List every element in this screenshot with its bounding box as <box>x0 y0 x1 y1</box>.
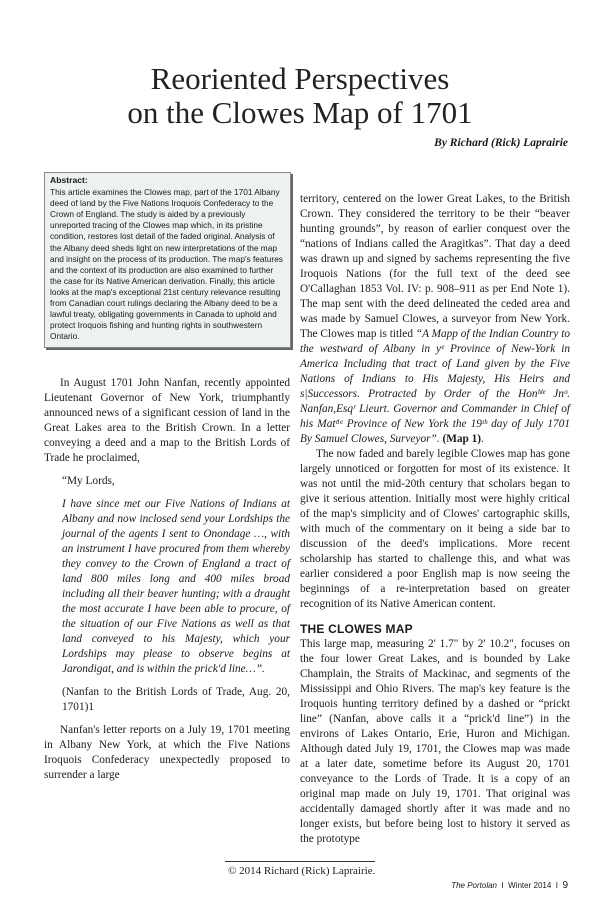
map-title-quote: “A Mapp of the Indian Country to the westward of Albany in yᵉ Province of New-York in America Including that tract of Land given by the Five Nations of Indians to His Majesty, His Heirs and s|Successors. Protracted by Order of the Honᵇˡᵉ Jnᵒ. Nanfan,Esqʳ Lieurt. Governor and Commander in Chief of his Matᵗⁱᵉ Province of New York the 19ᵗʰ day of July 1701 By Samuel Clowes, Surveyor”. <box>300 328 570 445</box>
byline: By Richard (Rick) Laprairie <box>434 137 568 149</box>
article-body <box>0 172 600 847</box>
left-column <box>44 376 290 783</box>
abstract-heading: Abstract: <box>50 175 88 185</box>
article-title <box>0 0 600 130</box>
separator: I <box>555 881 558 890</box>
paragraph: In August 1701 John Nanfan, recently appointed Lieutenant Governor of New York, triumphantly announced news of a significant cession of land in the Great Lakes area to the British Crown. In a letter conveying a deed and a map to the British Lords of Trade he proclaimed, <box>44 377 290 465</box>
map-reference-link[interactable]: (Map 1) <box>442 433 482 445</box>
abstract-box <box>44 172 291 348</box>
paragraph: territory, centered on the lower Great Lakes, to the British Crown. They considered the territory to be their “beaver hunting grounds”, by reason of earlier conquest over the “nations of Indians called the Aragitkas”. That day a deed was drawn up and signed by sachems representing the five Iroquois Nations (for the full text of the deed see O'Callaghan 1853 Vol. IV: p. 908–911 as per End Note 1). The map sent with the deed delineated the ceded area and was made by Samuel Clowes, a surveyor from New York. The Clowes map is titled “A Mapp of the Indian Country to the westward of Albany in yᵉ Province of New-York in America Including that tract of Land given by the Five Nations of Indians to His Majesty, His Heirs and s|Successors. Protracted by Order of the Honᵇˡᵉ Jnᵒ. Nanfan,Esqʳ Lieurt. Governor and Commander in Chief of his Matᵗⁱᵉ Province of New York the 19ᵗʰ day of July 1701 By Samuel Clowes, Surveyor”. (Map 1). <box>300 193 570 445</box>
copyright-notice: © 2014 Richard (Rick) Laprairie. <box>228 865 376 877</box>
paragraph: The now faded and barely legible Clowes map has gone largely unnoticed or forgotten for most of its existence. It was not until the mid-20th century that scholars began to give it serious attention. Initially most were highly critical of the map's simplicity and of Clowes' cartographic skills, with much of the commentary on it being a side bar to discussion of the deed's implications. More recent scholarship has started to challenge this, and what was earlier considered a poor English map is now seeing the beginnings of a re-interpretation based on greater recognition of its Native American content. <box>300 448 570 610</box>
page-footer <box>0 861 600 897</box>
separator: I <box>501 881 504 890</box>
issue: Winter 2014 <box>508 881 552 890</box>
paragraph: Nanfan's letter reports on a July 19, 1701 meeting in Albany New York, at which the Five Nations Iroquois Confederacy unexpectedly proposed to surrender a large <box>44 724 290 782</box>
running-footer <box>451 880 568 892</box>
paragraph: This large map, measuring 2' 1.7" by 2' 10.2", focuses on the four lower Great Lakes, and is bounded by Lake Champlain, the Straits of Mackinac, and segments of the Mississippi and Ohio Rivers. The map's key feature is the Iroquois hunting territory defined by a dashed or “prickt line” (Nanfan, above calls it a “prick'd line”) in the environs of Lakes Ontario, Erie, Huron and Michigan. Although dated July 19, 1701, the Clowes map was made at a later date, sometime before its August 20, 1701 conveyance to the Lords of Trade. It is a copy of an original map made on July 19, 1701. That original was accidentally damaged shortly after it was made and no longer exists, but before being lost to history it served as the prototype <box>300 638 570 845</box>
block-quote: I have since met our Five Nations of Indians at Albany and now inclosed send your Lordships the journal of the agents I sent to Onondage …, with an instrument I have procured from them whereby they convey to the Crown of England a tract of land 800 miles long and 400 miles broad including all their beaver hunting; with a draught the most accurate I have been able to procure, of the situation of our Five Nations as well as that land conveyed to his Majesty, which your Lordships may please to observe begins at Jarondigat, and is within the prick'd line…”. <box>62 498 290 676</box>
paragraph-text: territory, centered on the lower Great Lakes, to the British Crown. They considered the territory to be their “beaver hunting grounds”, by reason of earlier conquest over the “nations of Indians called the Aragitkas”. That day a deed was drawn up and signed by sachems representing the five Iroquois Nations (for the full text of the deed see O'Callaghan 1853 Vol. IV: p. 908–911 as per End Note 1). The map sent with the deed delineated the ceded area and was made by Samuel Clowes, a surveyor from New York. The Clowes map is titled <box>300 193 570 340</box>
journal-name: The Portolan <box>451 881 498 890</box>
abstract-text: This article examines the Clowes map, part of the 1701 Albany deed of land by the Five Nations Iroquois Confederacy to the Crown of England. The study is aided by a previously unreported tracing of the Clowes map which, in its pristine condition, restores lost detail of the faded original. Analysis of the Albany deed sheds light on new interpretations of the map and insight on the process of its production. The map's features and the context of its production are also examined to further the case for its Native American derivation. Finally, this article looks at the map's exceptional 21st century relevance resulting from Canadian court rulings declaring the Albany deed to be a lawful treaty, obligating governments in Canada to uphold and protect Iroquois fishing and hunting rights in southwestern Ontario. <box>50 187 283 342</box>
title-line-1: Reoriented Perspectives <box>150 61 450 96</box>
footer-divider <box>225 861 375 862</box>
right-column <box>300 172 570 847</box>
section-heading: THE CLOWES MAP <box>300 622 413 636</box>
left-side <box>44 172 290 783</box>
page-number: 9 <box>562 880 568 891</box>
quote-citation: (Nanfan to the British Lords of Trade, Aug. 20, 1701)1 <box>62 686 290 714</box>
title-line-2: on the Clowes Map of 1701 <box>127 95 473 130</box>
quote-salutation: “My Lords, <box>62 475 115 488</box>
